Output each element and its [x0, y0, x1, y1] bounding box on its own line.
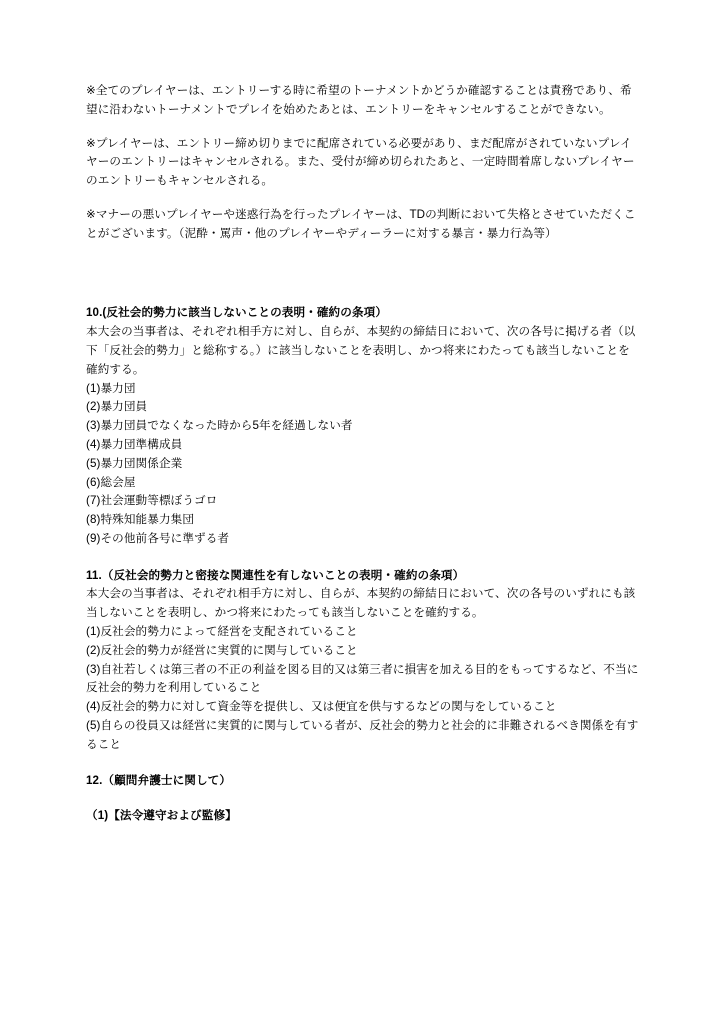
section-10-item-list: [86, 380, 639, 549]
list-item: (5)暴力団関係企業: [86, 456, 183, 470]
list-item: (2)反社会的勢力が経営に実質的に関与していること: [86, 643, 358, 657]
list-item: (7)社会運動等標ぼうゴロ: [86, 494, 218, 508]
list-item: (9)その他前各号に準ずる者: [86, 531, 230, 545]
list-item: (2)暴力団員: [86, 400, 148, 414]
document-body: [86, 82, 639, 826]
section-10-heading: 10.(反社会的勢力に該当しないことの表明・確約の条項）: [86, 306, 388, 320]
list-item: (4)暴力団準構成員: [86, 437, 183, 451]
section-11-lead: 本大会の当事者は、それぞれ相手方に対し、自らが、本契約の締結日において、次の各号のいずれにも該当しないことを表明し、かつ将来にわたっても該当しないことを確約する。: [86, 587, 636, 620]
list-item: (8)特殊知能暴力集団: [86, 513, 195, 527]
list-item: (5)自らの役員又は経営に実質的に関与している者が、反社会的勢力と社会的に非難されるべき関係を有すること: [86, 718, 639, 751]
section-11-heading: 11.（反社会的勢力と密接な関連性を有しないことの表明・確約の条項）: [86, 568, 465, 582]
section-12: [86, 772, 639, 826]
list-item: (6)総会屋: [86, 475, 136, 489]
section-12-heading: 12.（顧問弁護士に関して）: [86, 774, 232, 788]
section-10: [86, 304, 639, 548]
section-10-lead: 本大会の当事者は、それぞれ相手方に対し、自らが、本契約の締結日において、次の各号に掲げる者（以下「反社会的勢力」と総称する。）に該当しないことを表明し、かつ将来にわたっても該当しないことを確約する。: [86, 325, 636, 376]
notice-paragraph-2: ※プレイヤーは、エントリー締め切りまでに配席されている必要があり、まだ配席がされていないプレイヤーのエントリーはキャンセルされる。また、受付が締め切られたあと、一定時間着席しないプレイヤーのエントリーもキャンセルされる。: [86, 136, 635, 188]
section-11-item-list: [86, 623, 639, 754]
section-spacer: [86, 258, 639, 304]
list-item: (4)反社会的勢力に対して資金等を提供し、又は便宜を供与するなどの関与をしていること: [86, 700, 557, 714]
section-11: [86, 567, 639, 755]
list-item: (1)反社会的勢力によって経営を支配されていること: [86, 624, 358, 638]
notice-paragraph-3: ※マナーの悪いプレイヤーや迷惑行為を行ったプレイヤーは、TDの判断において失格とさせていただくことがございます。（泥酔・罵声・他のプレイヤーやディーラーに対する暴言・暴力行為等）: [86, 207, 636, 240]
section-12-subitem-1: （1)【法令遵守および監修】: [86, 809, 237, 823]
list-item: (3)暴力団員でなくなった時から5年を経過しない者: [86, 419, 353, 433]
list-item: (1)暴力団: [86, 381, 136, 395]
list-item: (3)自社若しくは第三者の不正の利益を図る目的又は第三者に損害を加える目的をもってするなど、不当に反社会的勢力を利用していること: [86, 662, 639, 695]
notice-paragraph-1: ※全てのプレイヤーは、エントリーする時に希望のトーナメントかどうか確認することは責務であり、希望に沿わないトーナメントでプレイを始めたあとは、エントリーをキャンセルすることができない。: [86, 84, 632, 116]
